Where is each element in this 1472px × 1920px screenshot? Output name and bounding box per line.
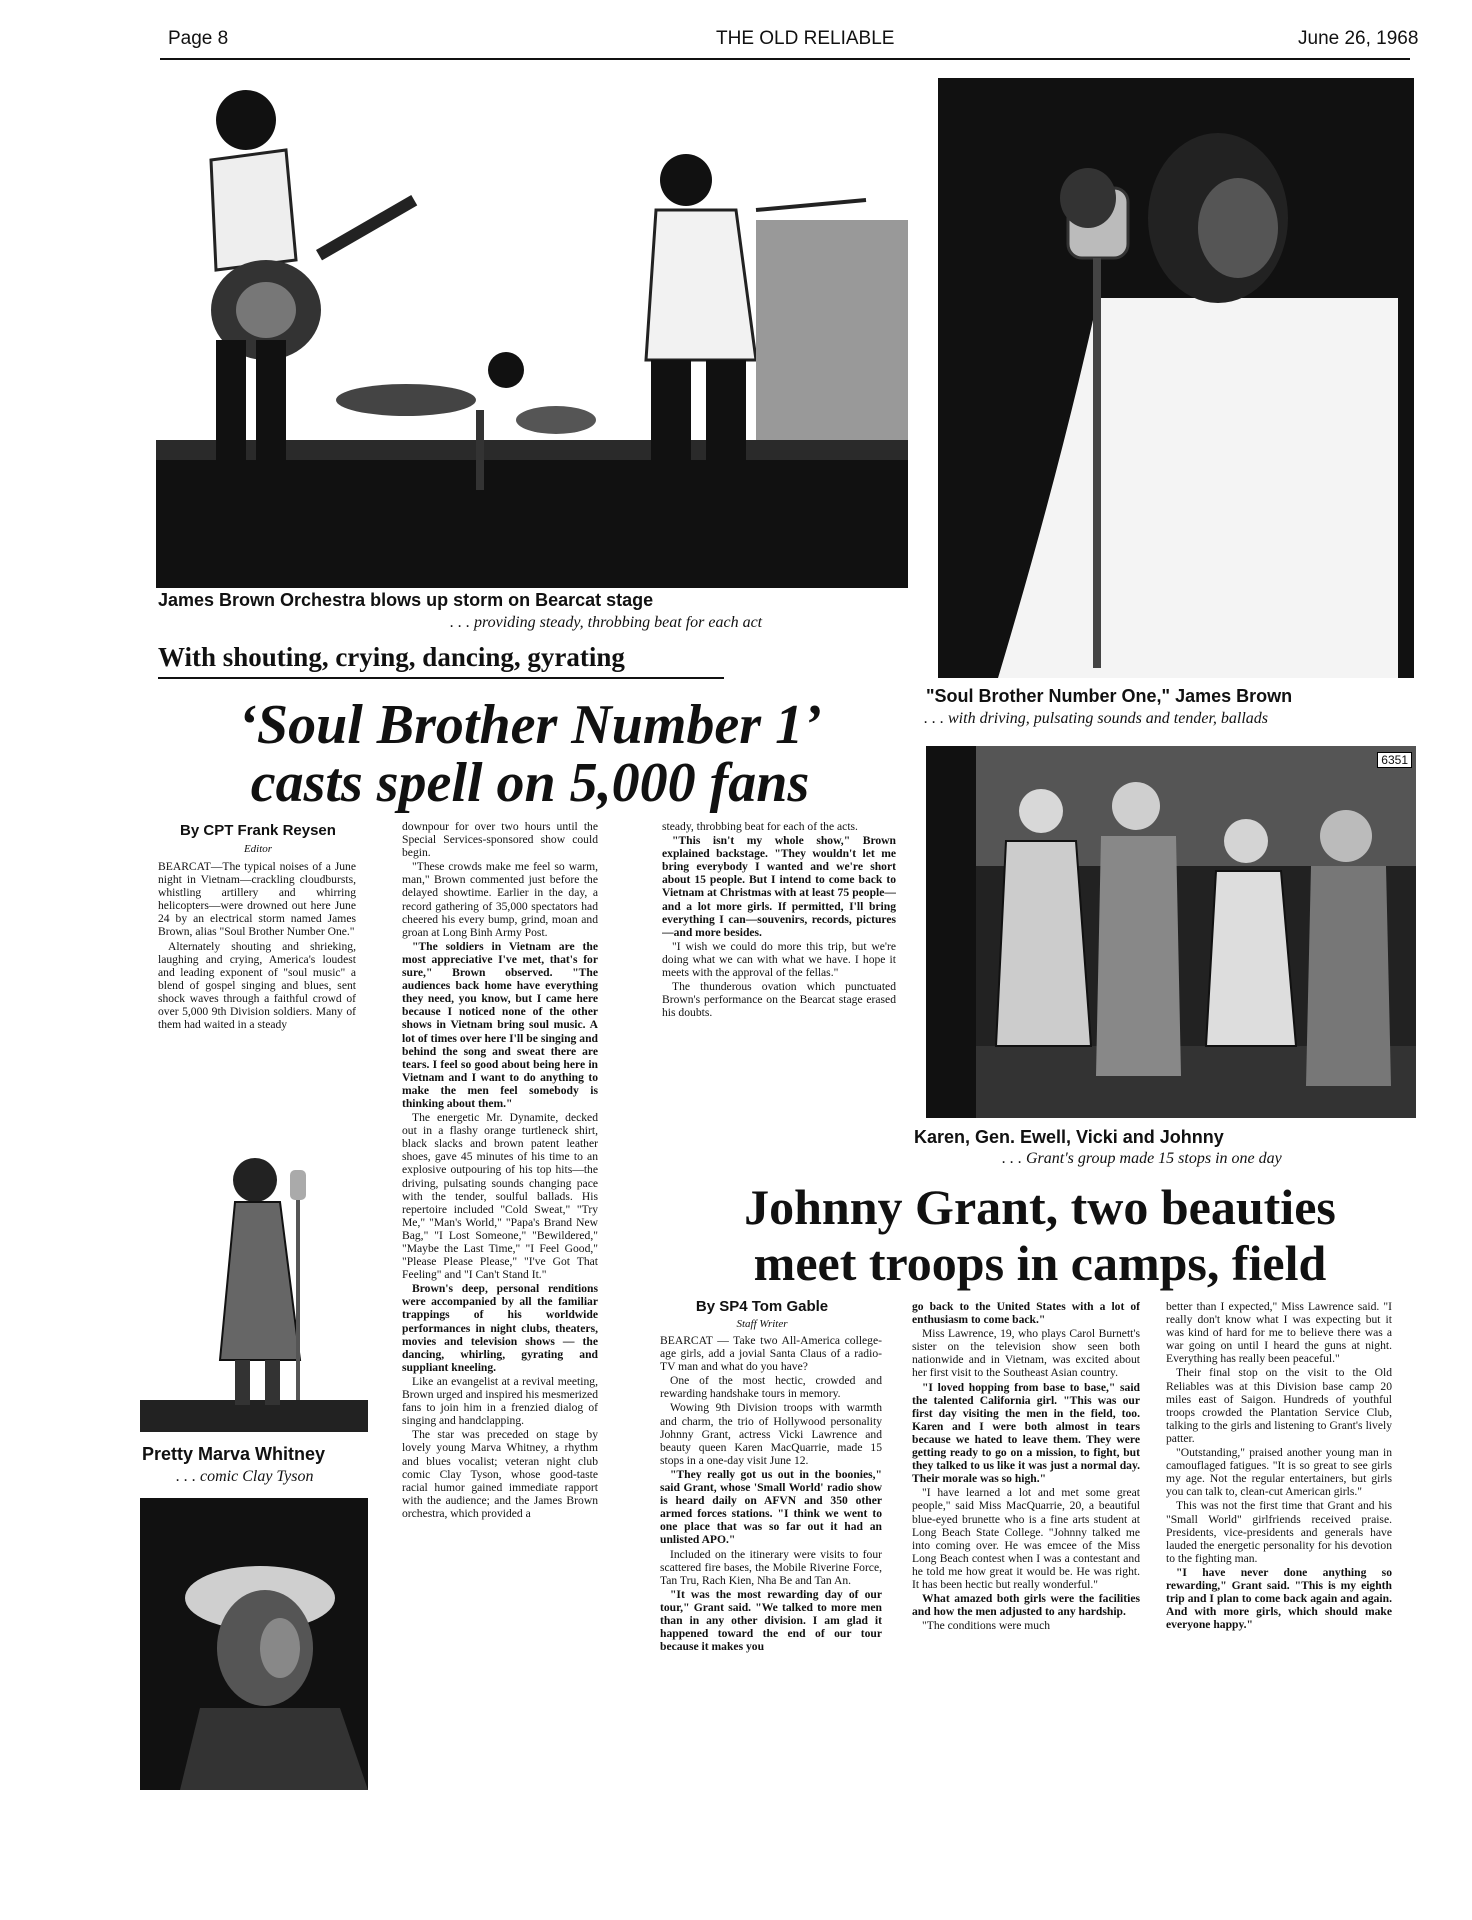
story2-headline-line1: Johnny Grant, two beauties	[744, 1179, 1336, 1235]
james-brown-photo	[938, 78, 1414, 678]
story1-kicker: With shouting, crying, dancing, gyrating	[158, 642, 625, 672]
paragraph: The star was preceded on stage by lovely young Marva Whitney, a rhythm and blues vocalist; veteran night club comic Clay Tyson, whose good-taste racial humor gained immediate rapport with the audience; and the James Brown orchestra, which provided a	[402, 1428, 598, 1520]
james-brown-subcaption: . . . with driving, pulsating sounds and tender, ballads	[924, 710, 1269, 727]
orchestra-photo	[156, 80, 908, 588]
paragraph: "It was the most rewarding day of our tour," Grant said. "We talked to more men than in any other division. I am glad it happened toward the end of our tour because it makes you	[660, 1587, 882, 1654]
paragraph: This was not the first time that Grant and his "Small World" girlfriends received praise. Presidents, vice-presidents and generals have lauded the energetic personality for his devotion to the fighting man.	[1166, 1499, 1392, 1565]
story2-byline-role: Staff Writer	[736, 1318, 788, 1330]
paragraph: better than I expected," Miss Lawrence said. "I really don't know what I was expecting but it was kind of hard for me to believe there was a war going on until I heard the guns at night. Everything has really been peaceful."	[1166, 1300, 1392, 1366]
marva-subcaption: . . . comic Clay Tyson	[176, 1468, 314, 1485]
paragraph: BEARCAT—The typical noises of a June night in Vietnam—crackling cloudbursts, whistling artillery and whirring helicopters—were drowned out here June 24 by an electrical storm named James Brown, alias "Soul Brother Number One."	[158, 860, 356, 939]
paragraph: "This isn't my whole show," Brown explained backstage. "They wouldn't let me bring everybody I wanted and we're short about 15 people. But I intend to come back to Vietnam at Christmas with at least 75 people—and a lot more girls. If permitted, I'll bring everything I can—souvenirs, records, pictures—and more besides.	[662, 834, 896, 939]
paragraph: "I wish we could do more this trip, but we're doing what we can with what we have. I hope it meets with the approval of the fellas."	[662, 939, 896, 980]
header-rule	[160, 58, 1410, 60]
paragraph: steady, throbbing beat for each of the acts.	[662, 820, 858, 833]
paragraph: Alternately shouting and shrieking, laughing and crying, America's loudest and leading exponent of "soul music" a blend of gospel singing and blues, sent shock waves through a faithful crowd of over 5,000 9th Division soldiers. Many of them had waited in a steady	[158, 939, 356, 1032]
story1-column-1	[158, 860, 356, 1124]
paragraph: "The conditions were much	[922, 1619, 1051, 1633]
marva-whitney-photo	[140, 1130, 368, 1432]
paragraph: Brown's deep, personal renditions were accompanied by all the familiar trappings of his worldwide performances in night clubs, theaters, movies and television shows — the dancing, whirling, gyrating and suppliant kneeling.	[402, 1282, 598, 1374]
paragraph: Miss Lawrence, 19, who plays Carol Burnett's sister on the television show seen both nationwide and in Vietnam, was excited about her first visit to the Southeast Asian country.	[912, 1327, 1140, 1380]
paragraph: BEARCAT — Take two All-America college-age girls, add a jovial Santa Claus of a radio-TV man and what do you have?	[660, 1334, 882, 1374]
paragraph: "They really got us out in the boonies," said Grant, whose 'Small World' radio show is heard daily on AFVN and 350 other armed forces stations. "I think we went to one place that was so far out it had an unlisted APO."	[660, 1467, 882, 1547]
clay-tyson-photo	[140, 1498, 368, 1790]
paragraph: "Outstanding," praised another young man in camouflaged fatigues. "It is so great to see girls my age. Not the regular entertainers, but girls you can talk to, clean-cut American girls."	[1166, 1446, 1392, 1499]
orchestra-subcaption: . . . providing steady, throbbing beat for each act	[450, 614, 763, 631]
story1-column-2	[402, 820, 598, 1820]
story2-column-3	[1166, 1300, 1392, 1814]
story2-headline-line2: meet troops in camps, field	[753, 1235, 1327, 1291]
paragraph: go back to the United States with a lot of enthusiasm to come back."	[912, 1300, 1140, 1327]
page-number: Page 8	[168, 28, 229, 49]
paragraph: One of the most hectic, crowded and rewarding handshake tours in memory.	[660, 1374, 882, 1401]
paragraph: "I have never done anything so rewarding," Grant said. "This is my eighth trip and I plan to come back again and again. And with more girls, which should make everyone happy."	[1166, 1565, 1392, 1632]
story2-column-1	[660, 1334, 882, 1814]
kicker-rule	[158, 677, 724, 679]
paragraph: "I loved hopping from base to base," said the talented California girl. "This was our first day visiting the men in the field, too. Karen and I were both almost in tears because we hated to leave them. They were getting ready to go on a mission, to fight, but they talked to us like it was just a normal day. Their morale was so high."	[912, 1380, 1140, 1486]
story1-column-3	[662, 820, 896, 1165]
issue-date: June 26, 1968	[1298, 28, 1419, 49]
paragraph: What amazed both girls were the facilities and how the men adjusted to any hardship.	[912, 1592, 1140, 1619]
story1-byline-role: Editor	[243, 843, 273, 855]
story2-column-2	[912, 1300, 1140, 1814]
group-subcaption: . . . Grant's group made 15 stops in one day	[1002, 1150, 1282, 1167]
james-brown-caption: "Soul Brother Number One," James Brown	[926, 686, 1293, 706]
group-photo	[926, 746, 1416, 1118]
story1-headline-line1: ‘Soul Brother Number 1’	[238, 694, 822, 756]
orchestra-caption: James Brown Orchestra blows up storm on Bearcat stage	[158, 590, 654, 610]
paragraph: "I have learned a lot and met some great people," said Miss MacQuarrie, 20, a beautiful blue-eyed brunette who is a fine arts student at Long Beach State College. "Johnny talked me into coming over. He was emcee of the Miss Long Beach contest when I was a contestant and he told me how great it would be. He was right. It has been hectic but really wonderful."	[912, 1486, 1140, 1591]
paragraph: Included on the itinerary were visits to four scattered fire bases, the Mobile Riverine Force, Tan Tru, Rach Kien, Nha Be and Tan An.	[660, 1547, 882, 1587]
paragraph: Their final stop on the visit to the Old Reliables was at this Division base camp 20 miles east of Saigon. Hundreds of youthful troops crowded the Plantation Service Club, talking to the girls and listening to Grant's lively patter.	[1166, 1366, 1392, 1445]
paragraph: "These crowds make me feel so warm, man," Brown commented just before the delayed showtime. Earlier in the day, a record gathering of 35,000 spectators had cheered his every bump, grind, moan and groan at Long Binh Army Post.	[402, 860, 598, 939]
paragraph: Wowing 9th Division troops with warmth and charm, the trio of Hollywood personality Johnny Grant, actress Vicki Lawrence and beauty queen Karen MacQuarrie, made 15 stops in a one-day visit June 12.	[660, 1401, 882, 1467]
paragraph: The thunderous ovation which punctuated Brown's performance on the Bearcat stage erased his doubts.	[662, 980, 896, 1020]
photo-number: 6351	[1377, 752, 1412, 768]
group-caption: Karen, Gen. Ewell, Vicki and Johnny	[914, 1127, 1224, 1147]
paragraph: The energetic Mr. Dynamite, decked out in a flashy orange turtleneck shirt, black slacks and brown patent leather shoes, gave 45 minutes of his time to an explosive outpouring of his top hits—the driving, pulsating sounds changing pace with the tender, soulful ballads. His repertoire included "Cold Sweat," "Try Me," "Man's World," "Papa's Brand New Bag," "I Lost Someone," "Bewildered," "Maybe the Last Time," "I Feel Good," "Please Please Please," "I've Got That Feeling" and "I Can't Stand It."	[402, 1111, 598, 1282]
paragraph: downpour for over two hours until the Special Services-sponsored show could begin.	[402, 820, 598, 860]
story2-byline: By SP4 Tom Gable	[695, 1298, 829, 1315]
newspaper-name: THE OLD RELIABLE	[716, 28, 895, 49]
marva-caption: Pretty Marva Whitney	[142, 1444, 326, 1464]
story1-byline: By CPT Frank Reysen	[180, 822, 336, 839]
paragraph: Like an evangelist at a revival meeting, Brown urged and inspired his mesmerized fans to join him in a frenzied dialog of singing and handclapping.	[402, 1374, 598, 1428]
story1-headline-line2: casts spell on 5,000 fans	[250, 752, 810, 814]
paragraph: "The soldiers in Vietnam are the most appreciative I've met, that's for sure," Brown observed. "The audiences back home have everything they need, you know, but I came here because I noticed none of the other shows in Vietnam bring soul music. A lot of times over here I'll be singing and behind the song and sweat there are tears. I feel so good about being here in Vietnam and I want to do anything to make the men feel somebody is thinking about them."	[402, 939, 598, 1110]
